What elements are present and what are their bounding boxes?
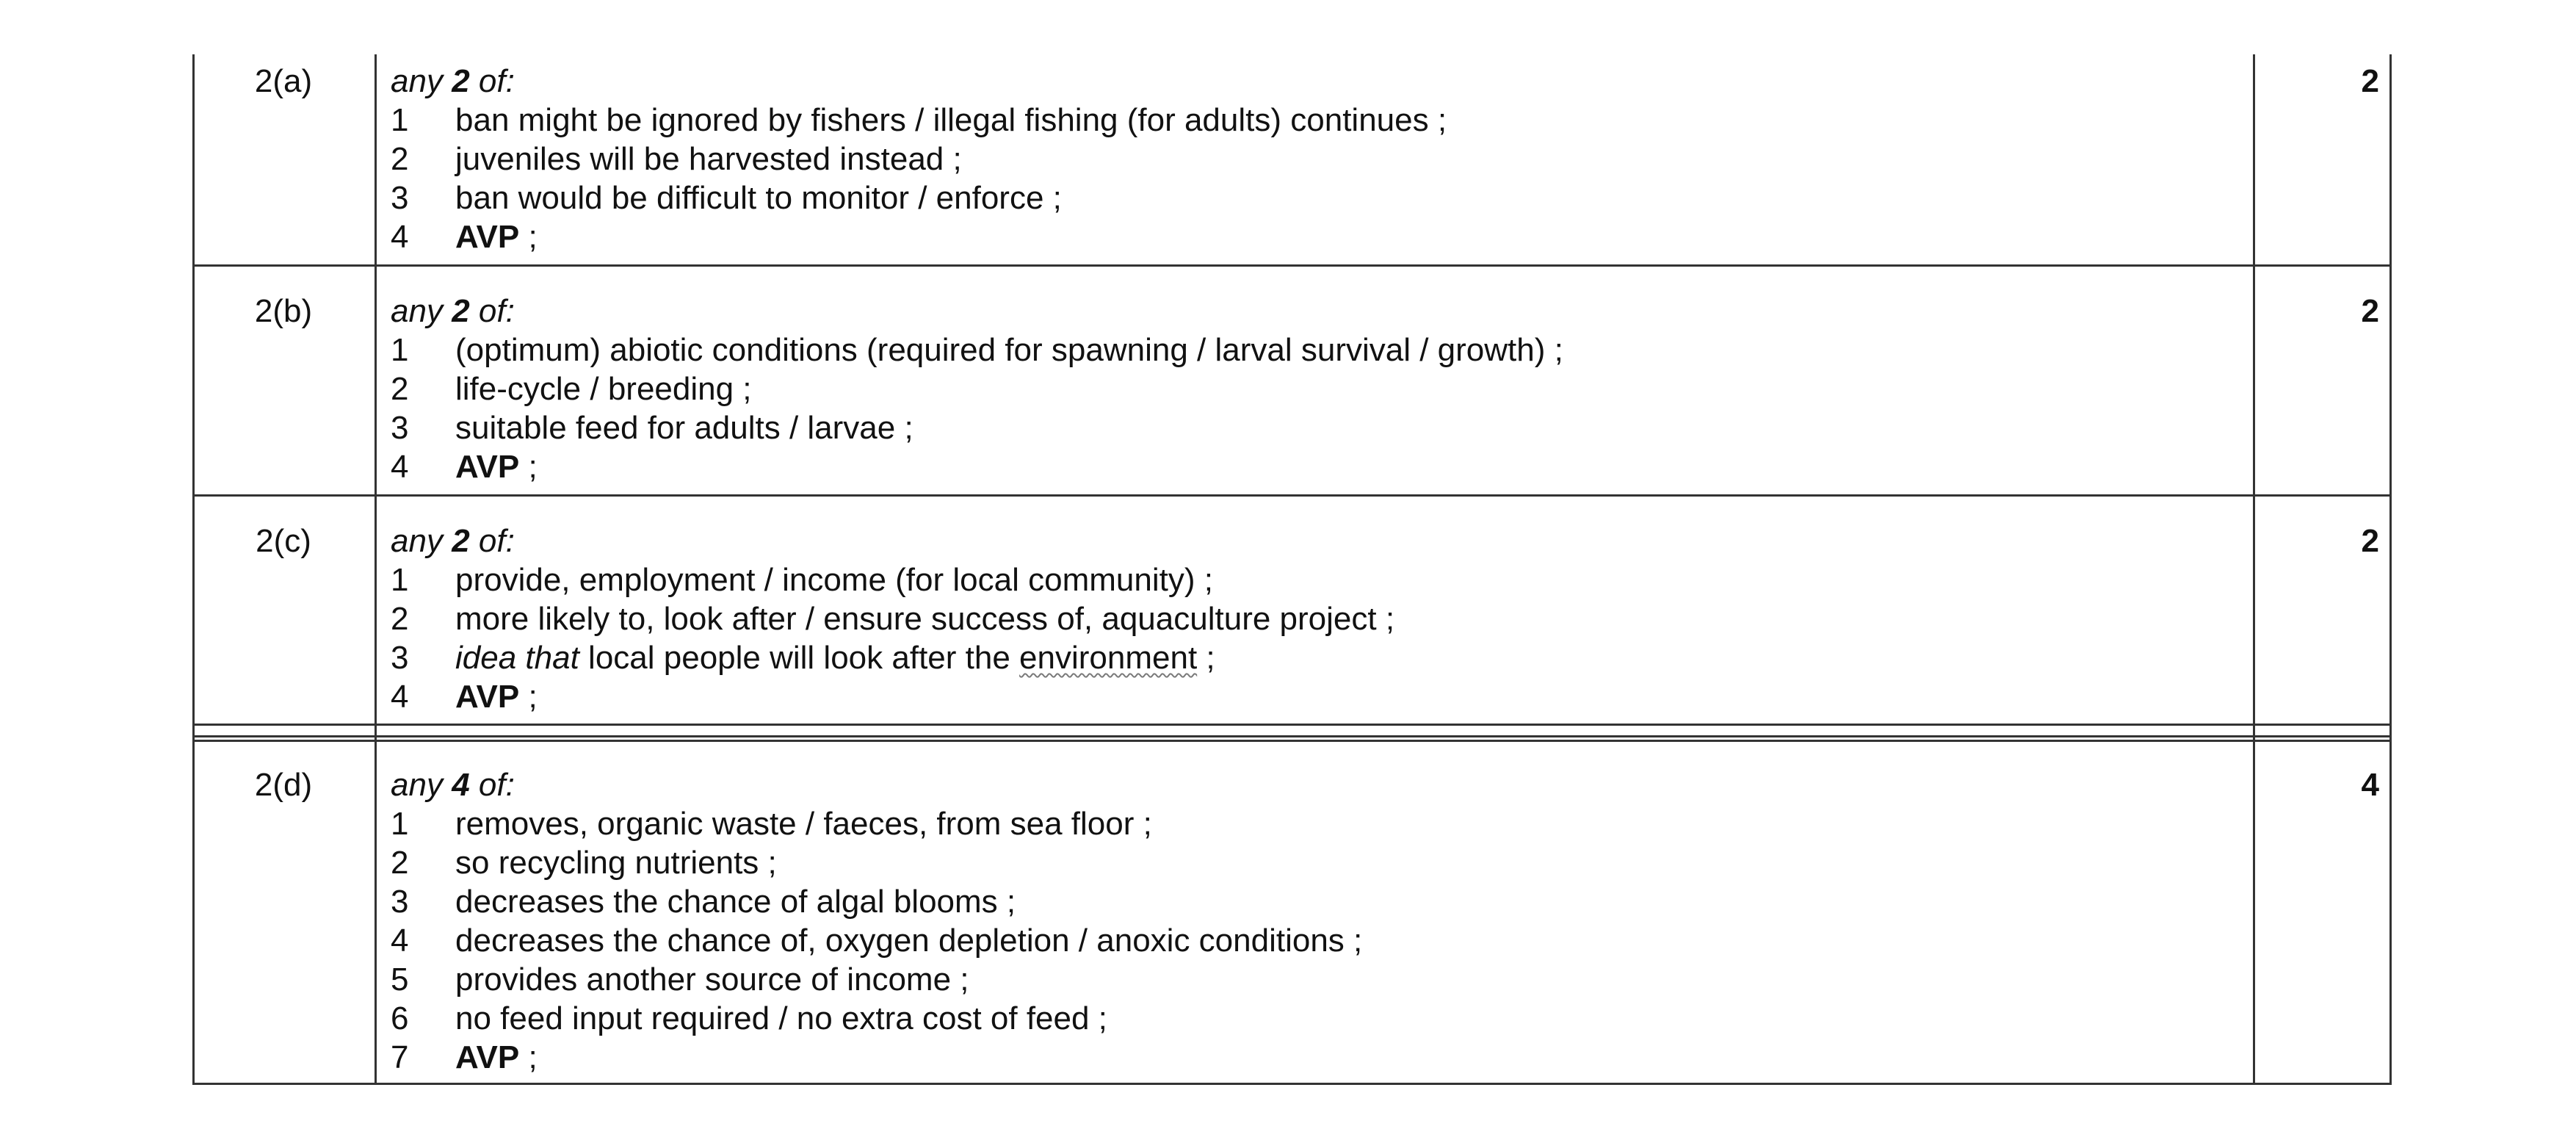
table-border-right [2389, 54, 2392, 1084]
list-item: 4 decreases the chance of, oxygen depletion / anoxic conditions ; [391, 923, 1363, 959]
spellcheck-underline: environment [1019, 640, 1198, 676]
answer-list [391, 62, 2373, 256]
marks-value: 2 [2361, 523, 2379, 559]
instruction: any 2 of: [391, 523, 515, 559]
list-item: 1 provide, employment / income (for local community) ; [391, 562, 1213, 598]
question-number: 2(b) [254, 293, 313, 329]
answer-list [391, 292, 2373, 486]
question-number: 2(a) [254, 63, 313, 99]
row-divider [192, 264, 2392, 267]
instruction: any 4 of: [391, 767, 515, 803]
row-divider [192, 740, 2392, 742]
table-border-bottom [192, 1083, 2392, 1085]
question-number: 2(d) [254, 767, 313, 803]
table-row [192, 758, 2388, 1083]
row-divider [192, 494, 2392, 497]
instruction: any 2 of: [391, 293, 515, 329]
list-item: 4 AVP ; [391, 219, 538, 255]
marks-value: 4 [2361, 767, 2379, 803]
list-item: 2 more likely to, look after / ensure success of, aquaculture project ; [391, 601, 1395, 637]
list-item: 1 ban might be ignored by fishers / illegal fishing (for adults) continues ; [391, 102, 1447, 138]
list-item: 2 life-cycle / breeding ; [391, 371, 752, 407]
table-row [192, 284, 2388, 494]
list-item: 3 idea that local people will look after the environment ; [391, 640, 1215, 676]
row-divider [192, 724, 2392, 726]
list-item: 7 AVP ; [391, 1039, 538, 1075]
list-item: 2 juveniles will be harvested instead ; [391, 141, 962, 177]
list-item: 2 so recycling nutrients ; [391, 845, 777, 881]
table-row [192, 54, 2388, 264]
list-item: 3 ban would be difficult to monitor / enforce ; [391, 180, 1062, 216]
row-divider [192, 735, 2392, 737]
table-row [192, 514, 2388, 724]
list-item: 3 decreases the chance of algal blooms ; [391, 884, 1016, 920]
instruction: any 2 of: [391, 63, 515, 99]
answer-list [391, 522, 2373, 716]
list-item: 5 provides another source of income ; [391, 962, 969, 998]
list-item: 1 (optimum) abiotic conditions (required for spawning / larval survival / growth) ; [391, 332, 1563, 368]
list-item: 1 removes, organic waste / faeces, from sea floor ; [391, 806, 1152, 842]
list-item: 3 suitable feed for adults / larvae ; [391, 410, 913, 446]
question-number: 2(c) [256, 523, 311, 559]
marks-value: 2 [2361, 293, 2379, 329]
answer-list [391, 765, 2373, 1077]
marks-value: 2 [2361, 63, 2379, 99]
list-item: 4 AVP ; [391, 449, 538, 485]
list-item: 4 AVP ; [391, 679, 538, 715]
list-item: 6 no feed input required / no extra cost of feed ; [391, 1000, 1107, 1036]
